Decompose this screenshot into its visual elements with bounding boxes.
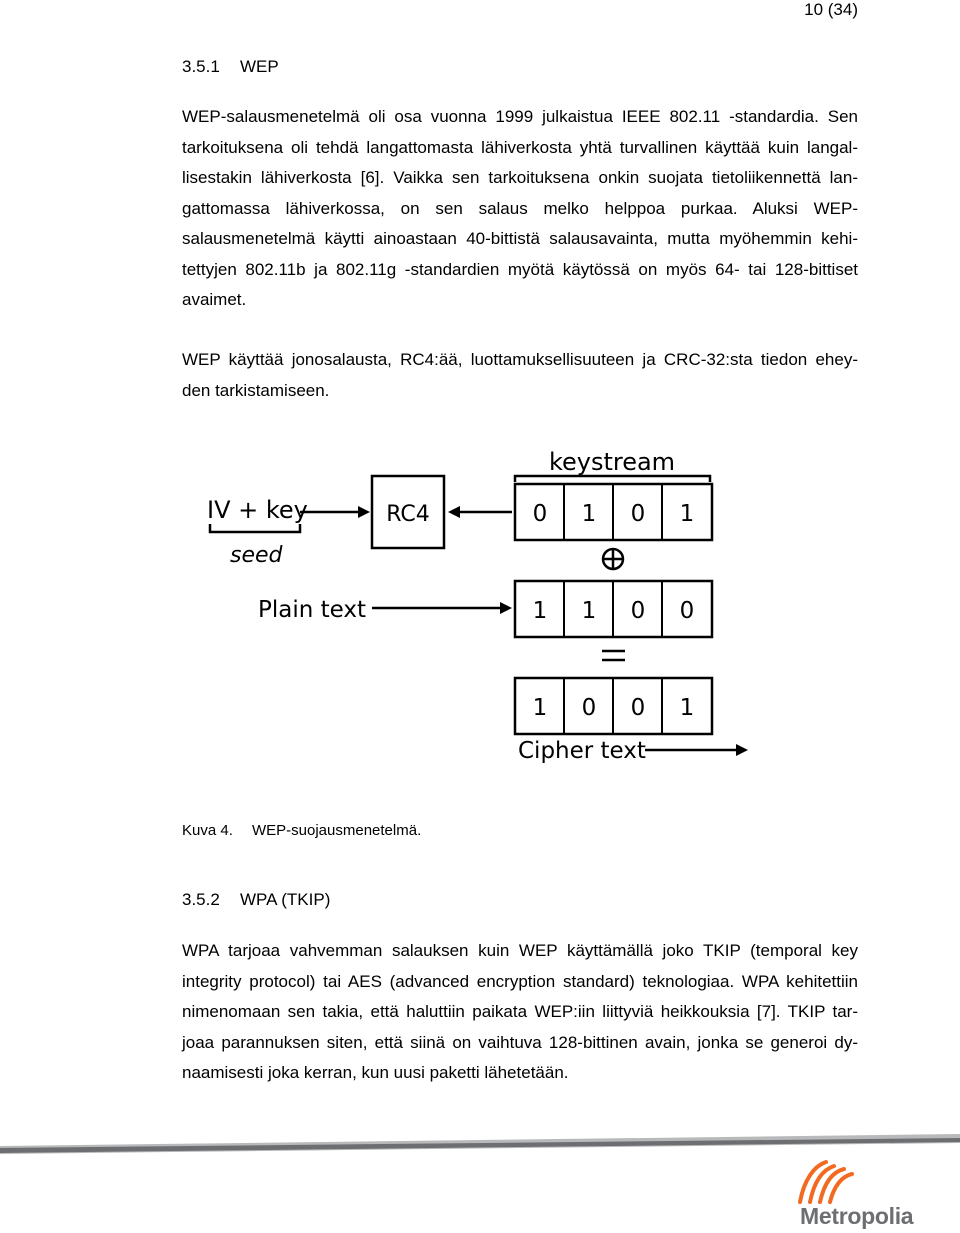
plaintext-bit: 1 — [532, 598, 548, 624]
wep-diagram — [0, 440, 960, 780]
section-heading-wep — [182, 57, 279, 77]
arrow-head — [358, 506, 370, 518]
section-number: 3.5.2 — [182, 890, 220, 909]
ciphertext-bit: 1 — [679, 695, 695, 721]
arrow-head — [448, 506, 460, 518]
cipher-text-label: Cipher text — [518, 738, 646, 764]
seed-label: seed — [230, 543, 283, 568]
ciphertext-bit: 1 — [532, 695, 548, 721]
iv-key-label: IV + key — [207, 496, 308, 524]
page-number: 10 (34) — [804, 0, 858, 19]
section-title: WEP — [240, 57, 279, 76]
ciphertext-bit: 0 — [581, 695, 597, 721]
keystream-bit: 0 — [532, 501, 548, 527]
paragraph-wep-rc4 — [182, 345, 858, 406]
section-number: 3.5.1 — [182, 57, 220, 76]
text-line: nimenomaan sen takia, että haluttiin paikata WEP:iin liittyviä heikkouksia [7]. TKIP tar- — [182, 1002, 858, 1021]
logo-stroke — [830, 1174, 852, 1202]
paragraph-wep-intro — [182, 102, 858, 316]
rc4-label: RC4 — [386, 502, 430, 527]
seed-bracket — [210, 524, 300, 532]
text-line: tarkoituksena oli tehdä langattomasta lähiverkosta yhtä turvallinen käyttää kuin langal- — [182, 137, 858, 157]
text-line: den tarkistamiseen. — [182, 380, 330, 400]
plaintext-bit: 1 — [581, 598, 597, 624]
keystream-bit: 1 — [679, 501, 695, 527]
text-line: avaimet. — [182, 290, 247, 309]
paragraph-wpa — [182, 936, 858, 1089]
ciphertext-bit: 0 — [630, 695, 646, 721]
text-line: naamisesti joka kerran, kun uusi paketti lähetetään. — [182, 1063, 569, 1082]
plaintext-bit: 0 — [679, 598, 695, 624]
keystream-label: keystream — [548, 448, 676, 476]
figure-caption-text: WEP-suojausmenetelmä. — [252, 822, 422, 839]
ciphertext-row — [515, 678, 712, 734]
text-line: WPA tarjoaa vahvemman salauksen kuin WEP käyttämällä joko TKIP (temporal key — [182, 941, 858, 960]
section-title: WPA (TKIP) — [240, 890, 331, 909]
text-line: WEP-salausmenetelmä oli osa vuonna 1999 julkaistua IEEE 802.11 -standardia. Sen — [182, 107, 858, 126]
text-line: salausmenetelmä käytti ainoastaan 40-bittistä salausavainta, mutta myöhemmin kehi- — [182, 229, 858, 248]
keystream-bracket — [515, 476, 710, 482]
plain-text-label: Plain text — [258, 597, 367, 623]
metropolia-logo-text: Metropolia — [800, 1203, 914, 1229]
text-line: gattomassa lähiverkossa, on sen salaus melko helppoa purkaa. Aluksi WEP- — [182, 198, 858, 218]
plaintext-bit: 0 — [630, 598, 646, 624]
text-line: tettyjen 802.11b ja 802.11g -standardien myötä käytössä on myös 64- tai 128-bittiset — [182, 259, 858, 279]
figure-number: Kuva 4. — [182, 822, 233, 839]
keystream-row — [515, 484, 712, 540]
text-line: WEP käyttää jonosalausta, RC4:ää, luottamuksellisuuteen ja CRC-32:sta tiedon ehey- — [182, 350, 858, 369]
text-line: joaa parannuksen siten, että siinä on vaihtuva 128-bittinen avain, jonka se generoi dy- — [182, 1032, 858, 1052]
arrow-head — [736, 744, 748, 756]
plaintext-row — [515, 581, 712, 637]
text-line: integrity protocol) tai AES (advanced encryption standard) teknologiaa. WPA kehitettiin — [182, 971, 858, 991]
keystream-bit: 1 — [581, 501, 597, 527]
section-heading-wpa — [182, 890, 330, 910]
keystream-bit: 0 — [630, 501, 646, 527]
footer-bar — [0, 1134, 960, 1156]
figure-caption — [182, 821, 421, 841]
arrow-head — [500, 602, 512, 614]
text-line: lisestakin lähiverkosta [6]. Vaikka sen tarkoituksena onkin suojata tietoliikennettä lan- — [182, 168, 858, 187]
